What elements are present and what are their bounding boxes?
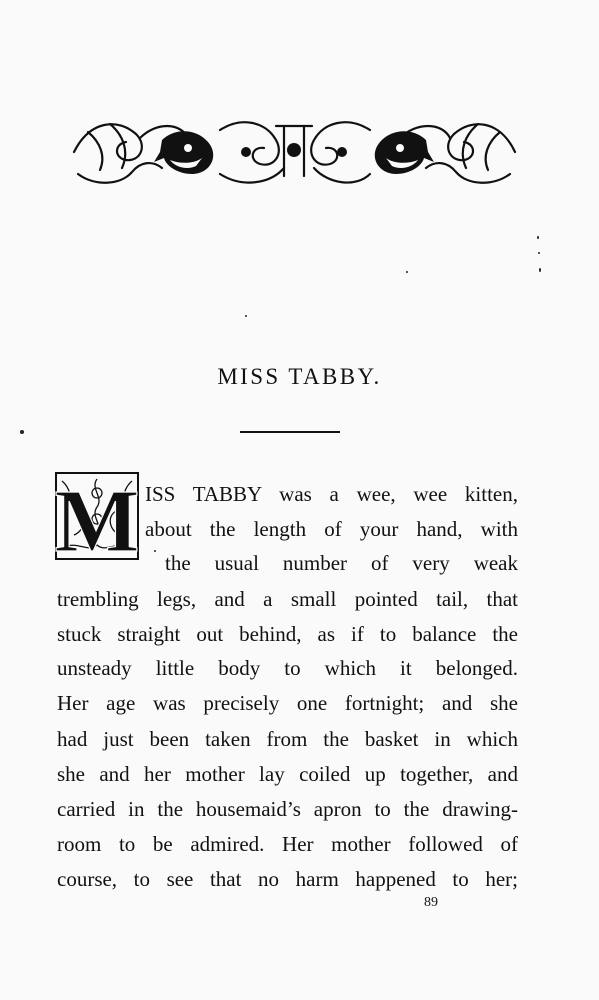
ink-speck [539, 268, 541, 272]
text-line: room to be admired. Her mother followed of [57, 832, 518, 856]
text-line: she and her mother lay coiled up together, and [57, 762, 518, 786]
text-line: unsteady little body to which it belonged. [57, 656, 518, 680]
ink-speck [538, 252, 540, 254]
ornamental-headpiece [70, 112, 519, 190]
decorated-initial [54, 471, 140, 561]
title-rule [240, 431, 340, 433]
ink-speck [406, 271, 408, 273]
ink-speck [154, 550, 156, 552]
ink-speck [20, 430, 24, 434]
drop-cap-letter: M [54, 472, 140, 561]
text-line: trembling legs, and a small pointed tail, that [57, 587, 518, 611]
text-line: about the length of your hand, with [145, 517, 518, 541]
text-line: stuck straight out behind, as if to balance the [57, 622, 518, 646]
text-line: carried in the housemaid’s apron to the drawing- [57, 797, 518, 821]
text-line: ISS TABBY was a wee, wee kitten, [145, 482, 518, 506]
text-line: Her age was precisely one fortnight; and she [57, 691, 518, 715]
chapter-title: MISS TABBY. [217, 364, 382, 389]
ink-speck [245, 315, 247, 317]
text-line: course, to see that no harm happened to her; [57, 867, 518, 891]
page-number: 89 [424, 895, 438, 910]
ink-speck [537, 236, 539, 239]
text-line: the usual number of very weak [165, 551, 518, 575]
text-line: had just been taken from the basket in which [57, 727, 518, 751]
